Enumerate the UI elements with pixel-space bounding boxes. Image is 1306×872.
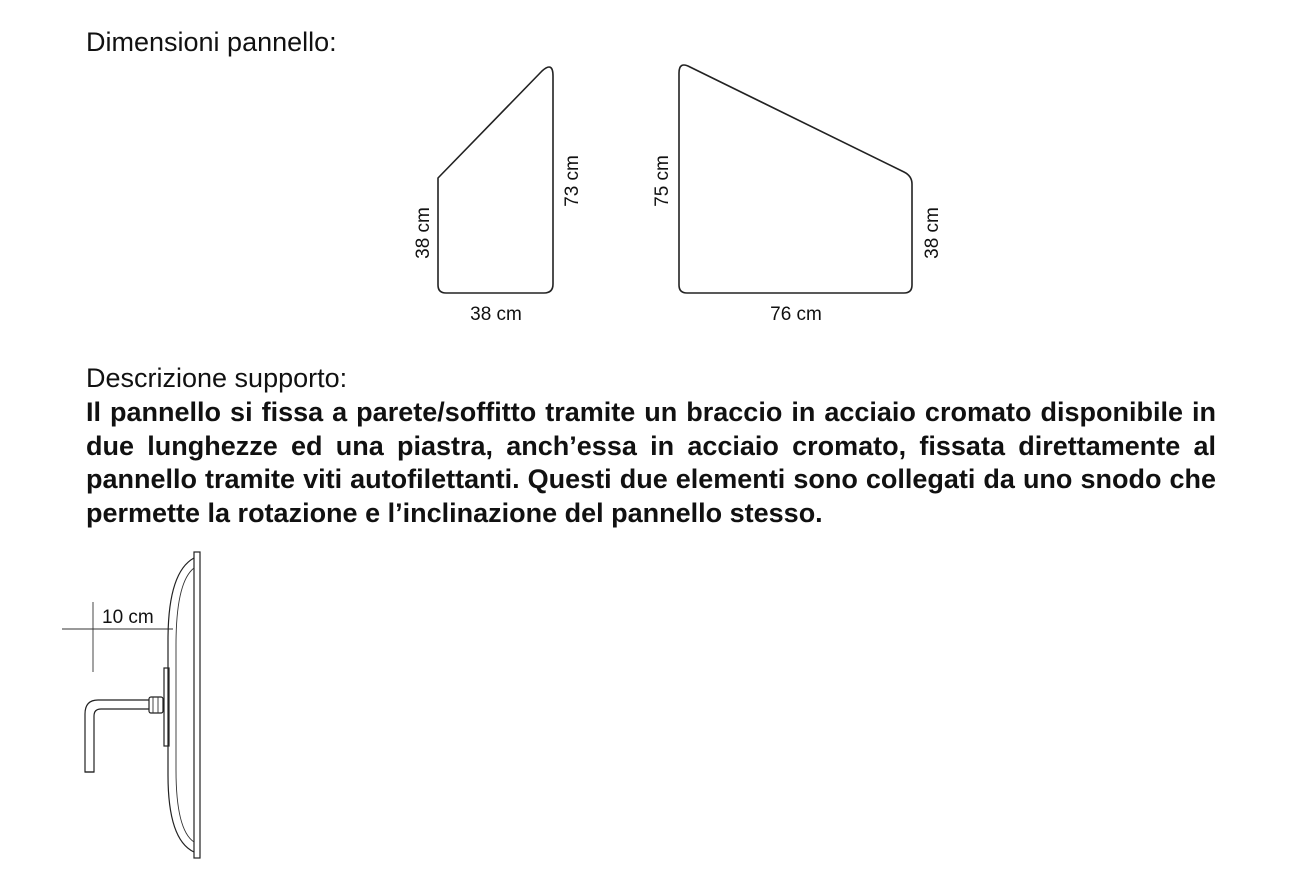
panel-large-right-label: 38 cm (922, 207, 943, 259)
panel-small-bottom-label: 38 cm (470, 304, 522, 325)
panel-plate (194, 552, 200, 858)
panel-large-outline (679, 65, 912, 293)
panel-large-drawing (652, 65, 943, 325)
panel-shell-outer (168, 558, 194, 852)
panel-large-bottom-label: 76 cm (770, 304, 822, 325)
panel-small-right-label: 73 cm (562, 155, 583, 207)
panel-shell-inner (176, 568, 194, 842)
bracket-arm (85, 700, 149, 772)
panel-dimensions-heading: Dimensioni pannello: (86, 27, 337, 57)
panel-small-drawing (413, 67, 583, 325)
panel-small-left-label: 38 cm (413, 207, 434, 259)
support-description-text: Il pannello si fissa a parete/soffitto tramite un braccio in acciaio cromato disponibile in due lunghezze ed una piastra, anch’essa in acciaio cromato, fissata direttamente al pannello tramite viti autofilettanti. Questi due elementi sono collegati da uno snodo che permette la rotazione e l’inclinazione del pannello stesso. (86, 397, 1216, 528)
panel-small-outline (438, 67, 553, 293)
support-description-heading: Descrizione supporto: (86, 363, 348, 393)
panel-large-left-label: 75 cm (652, 155, 673, 207)
bracket-dimension-label: 10 cm (102, 607, 154, 628)
swivel-joint (149, 697, 163, 713)
bracket-side-view-drawing (62, 552, 200, 858)
